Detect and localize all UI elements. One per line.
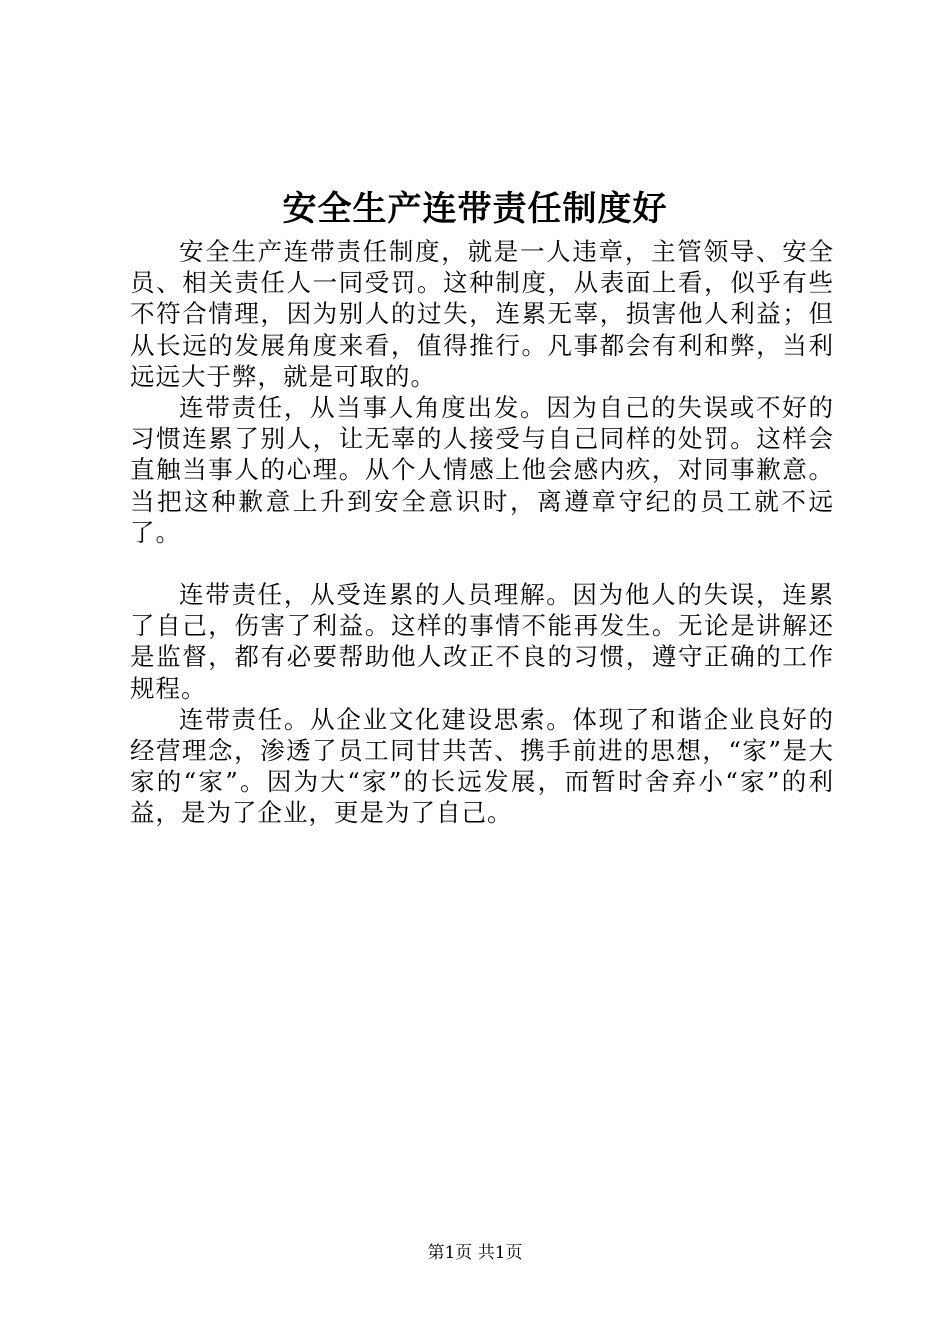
paragraph-3: 连带责任，从受连累的人员理解。因为他人的失误，连累了自己，伤害了利益。这样的事情不能再发生。无论是讲解还是监督，都有必要帮助他人改正不良的习惯，遵守正确的工作规程。 <box>130 580 834 703</box>
paragraph-4: 连带责任。从企业文化建设思索。体现了和谐企业良好的经营理念，渗透了员工同甘共苦、携手前进的思想，“家”是大家的“家”。因为大“家”的长远发展，而暂时舍弃小“家”的利益，是为了企业，更是为了自己。 <box>130 704 834 828</box>
page-footer: 第1页 共1页 <box>427 1243 523 1263</box>
paragraph-1: 安全生产连带责任制度，就是一人违章，主管领导、安全员、相关责任人一同受罚。这种制度，从表面上看，似乎有些不符合情理，因为别人的过失，连累无辜，损害他人利益；但从长远的发展角度来看，值得推行。凡事都会有利和弊，当利远远大于弊，就是可取的。 <box>130 237 834 391</box>
document-title: 安全生产连带责任制度好 <box>282 189 668 229</box>
document-body <box>130 236 834 829</box>
paragraph-2: 连带责任，从当事人角度出发。因为自己的失误或不好的习惯连累了别人，让无辜的人接受与自己同样的处罚。这样会直触当事人的心理。从个人情感上他会感内疚，对同事歉意。当把这种歉意上升到安全意识时，离遵章守纪的员工就不远了。 <box>130 393 834 547</box>
